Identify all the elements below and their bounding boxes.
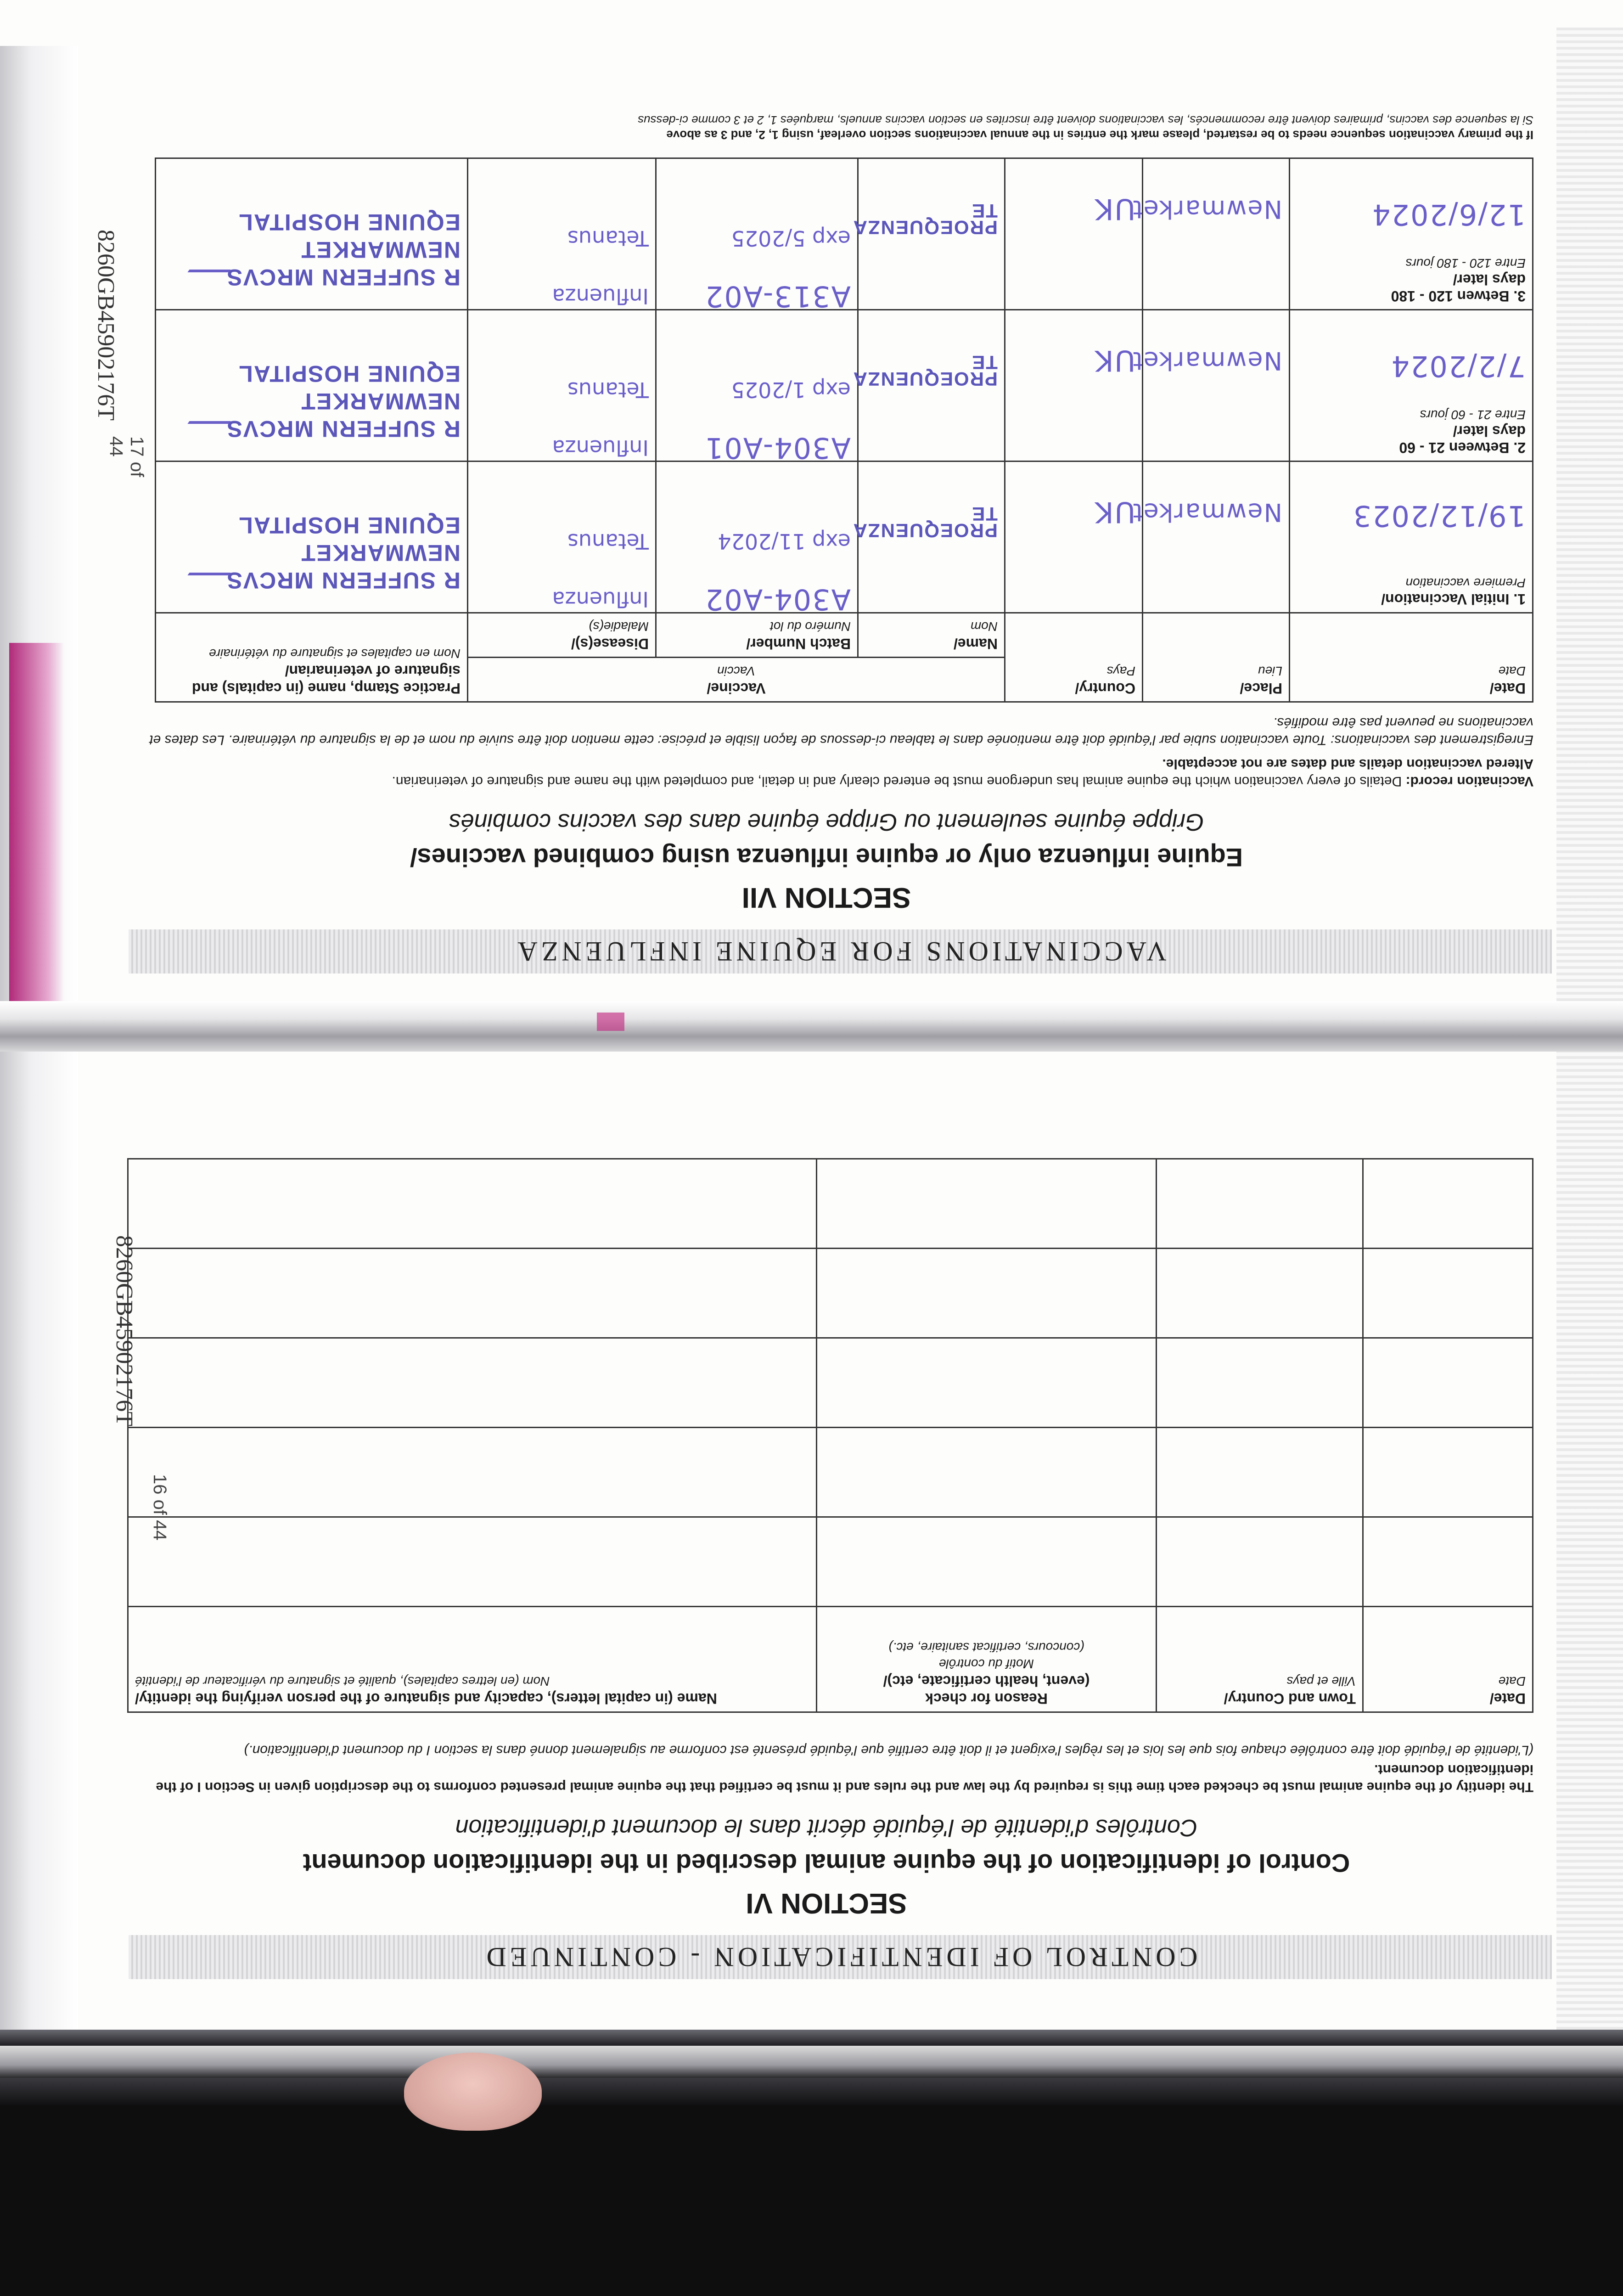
page-number: 16 of 44	[150, 1474, 170, 1541]
place-cell: Newmarket	[1143, 310, 1290, 461]
section-banner: VACCINATIONS FOR EQUINE INFLUENZA	[129, 929, 1552, 974]
col-stamp: Practice Stamp, name (in capitals) and signature of veterinarian/ Nom en capitales et signature du vétérinaire	[156, 613, 468, 702]
table-header-row	[128, 1607, 1533, 1712]
page-16	[101, 1065, 1552, 1993]
col-vaccine-name: Name/ Nom	[858, 613, 1005, 658]
vet-stamp: R SUFFERN MRCVS NEWMARKET EQUINE HOSPITAL	[163, 512, 461, 608]
table-row	[156, 158, 1533, 310]
vaccination-record-note-fr: Enregistrement des vaccinations: Toute vaccination subie par l'équidé doit être mentionée dans le tableau ci-dessous de façon lisible et précise: cette mention doit être suivie du nom et de la signature du vétérinaire. Les dates et vaccinations ne peuvent pas être modifiés.	[149, 715, 1533, 748]
cover-edge-pink	[9, 643, 64, 1001]
batch-cell: A313-A02 exp 5/2025	[656, 158, 858, 310]
table-header-row	[156, 658, 1533, 702]
col-town: Town and Country/ Ville et pays	[1157, 1607, 1363, 1712]
table-row	[128, 1159, 1533, 1249]
section-heading: Control of identification of the equine animal described in the identification document	[303, 1849, 1350, 1878]
country-cell: UK	[1005, 461, 1143, 613]
record-altered: Altered vaccination details and dates are not acceptable.	[1162, 756, 1533, 771]
section-title: SECTION VI	[746, 1887, 907, 1919]
plastic-sleeve	[0, 2078, 1623, 2105]
section-heading-fr: Grippe équine seulement ou Grippe équine dans des vaccins combinés	[449, 809, 1204, 835]
page-number: 17 of 44	[106, 436, 147, 477]
col-disease: Disease(s)/ Maladie(s)	[468, 613, 656, 658]
section-heading: Equine influenza only or equine influenza using combined vaccines/	[410, 843, 1243, 872]
place-cell: Newmarket	[1143, 461, 1290, 613]
col-date: Date/ Date	[1363, 1607, 1533, 1712]
col-country: Country/ Pays	[1005, 613, 1143, 702]
vet-stamp: R SUFFERN MRCVS NEWMARKET EQUINE HOSPITAL	[163, 208, 461, 304]
section-heading-fr: Contrôles d'identité de l'équidé décrit dans le document d'identification	[455, 1814, 1198, 1841]
section-title: SECTION VII	[741, 882, 911, 913]
batch-cell: A304-A02 exp 11/2024	[656, 461, 858, 613]
handwritten-date: 19/12/2023	[1352, 499, 1526, 533]
col-batch: Batch Number/ Numéro du lot	[656, 613, 858, 658]
passport-serial: 8260GB45902176T	[93, 230, 119, 421]
vaccination-record-note	[129, 755, 1533, 790]
signature	[165, 270, 231, 304]
table-row	[128, 1428, 1533, 1517]
table-row	[156, 461, 1533, 613]
col-verifier: Name (in capital letters), capacity and signature of the person verifying the identity/ Nom (en lettres capitales), qualité et signature du vérificateur de l'identité	[128, 1607, 817, 1712]
row-label-cell: 2. Between 21 - 60 days later/ Entre 21 - 60 jours 7/2/2024	[1290, 310, 1533, 461]
vaccination-table	[155, 158, 1533, 703]
signature	[165, 573, 231, 608]
col-date: Date/ Date	[1290, 613, 1533, 702]
place-cell: Newmarket	[1143, 158, 1290, 310]
row-label-cell: 1. Initial Vaccination/ Premiere vaccination 19/12/2023	[1290, 461, 1533, 613]
table-row	[128, 1517, 1533, 1607]
vet-stamp-cell	[156, 158, 468, 310]
handwritten-date: 7/2/2024	[1390, 349, 1526, 383]
page-17	[93, 83, 1552, 983]
finger-holding-page	[404, 2053, 542, 2131]
vaccine-name-cell: PROEQUENZA TE	[858, 310, 1005, 461]
col-vaccine: Vaccine/ Vaccin	[468, 658, 1005, 702]
vet-stamp: R SUFFERN MRCVS NEWMARKET EQUINE HOSPITAL	[163, 360, 461, 456]
vaccine-name-cell: PROEQUENZA TE	[858, 158, 1005, 310]
cover-strip	[0, 2046, 1623, 2078]
vet-stamp-cell	[156, 310, 468, 461]
gutter-pink-mark	[597, 1013, 624, 1031]
table-row	[156, 310, 1533, 461]
disease-cell: Influenza Tetanus	[468, 310, 656, 461]
handwritten-date: 12/6/2024	[1371, 198, 1526, 231]
disease-cell: Influenza Tetanus	[468, 158, 656, 310]
row-label-cell: 3. Betwen 120 - 180 days later/ Entre 120 - 180 jours 12/6/2024	[1290, 158, 1533, 310]
record-label: Vaccination record:	[1405, 774, 1533, 789]
col-reason: Reason for check (event, health certificate, etc)/ Motif du contrôle (concours, certificat sanitaire, etc.)	[817, 1607, 1157, 1712]
country-cell: UK	[1005, 158, 1143, 310]
country-cell: UK	[1005, 310, 1143, 461]
binder-edge	[0, 2030, 1623, 2048]
table-row	[128, 1338, 1533, 1428]
table-row	[128, 1249, 1533, 1338]
identity-check-note-fr: (L'identité de l'équidé doit être contrôlée chaque fois que les lois et les règles l'exigent et il doit être certifié que l'équidé présenté est conforme au signalement donné dans la section I du document d'identification.)	[244, 1743, 1533, 1758]
book-gutter	[0, 1001, 1623, 1052]
batch-cell: A304-A01 exp 1/2025	[656, 310, 858, 461]
footnote: If the primary vaccination sequence needs to be restarted, please mark the entries in the annual vaccinations section overleaf, using 1, 2, and 3 as above Si la sequence des vaccins, primaires doivent être recommencés, les vaccinations doivent être inscrites en section vaccins annuels, marquées 1, 2 et 3 comme ci-dessus	[638, 113, 1533, 142]
col-place: Place/ Lieu	[1143, 613, 1290, 702]
identity-check-note: The identity of the equine animal must be checked each time this is required by the law and the rules and it must be certified that the equine animal presented conforms to the description given in Section I of the identification document.	[156, 1762, 1533, 1795]
vaccine-name-cell: PROEQUENZA TE	[858, 461, 1005, 613]
disease-cell: Influenza Tetanus	[468, 461, 656, 613]
passport-serial: 8260GB45902176T	[111, 1235, 137, 1426]
record-text: Details of every vaccination which the equine animal has undergone must be entered clearly and in detail, and completed with the name and signature of veterinarian.	[392, 774, 1402, 789]
section-banner: CONTROL OF IDENTIFICATION - CONTINUED	[129, 1935, 1552, 1979]
vet-stamp-cell	[156, 461, 468, 613]
signature	[165, 421, 231, 456]
identity-check-table	[127, 1158, 1533, 1713]
